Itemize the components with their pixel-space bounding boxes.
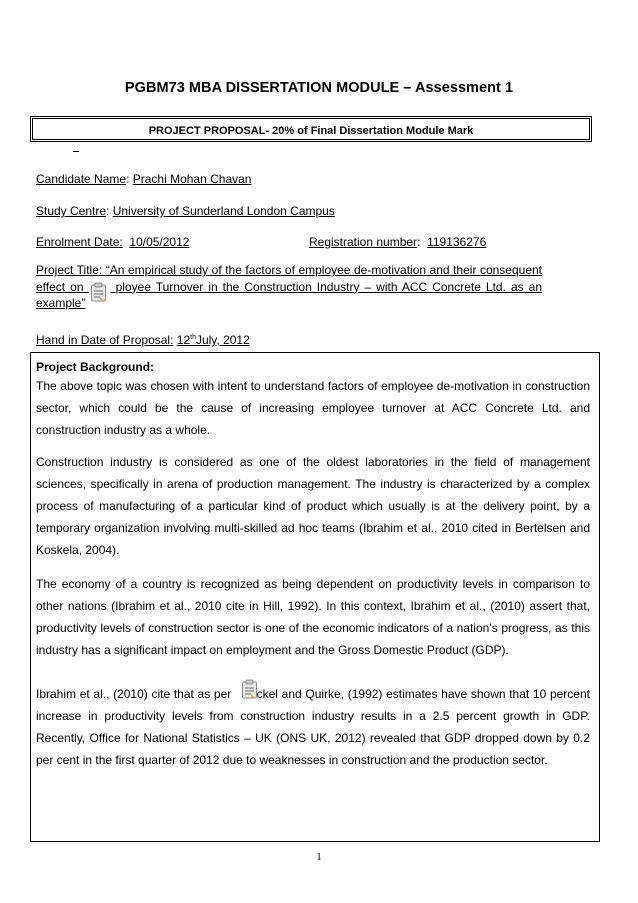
proposal-banner-text: PROJECT PROPOSAL- 20% of Final Dissertation Module Mark (148, 125, 474, 137)
hand-in-row (36, 330, 250, 348)
project-title-line-2 (36, 279, 542, 296)
project-title-label: Project Title: (36, 263, 103, 277)
study-centre-row: Study Centre: University of Sunderland London Campus (36, 204, 335, 218)
study-centre-label: Study Centre (36, 204, 107, 218)
underline-mark (73, 151, 79, 152)
project-title-line-1 (36, 262, 542, 279)
hand-in-value (177, 333, 250, 347)
registration-label: Registration number (309, 235, 418, 249)
project-background-heading: Project Background: (36, 360, 155, 374)
project-title-line-3: example” (36, 296, 86, 310)
enrolment-date-label: Enrolment Date: (36, 235, 123, 249)
page-number: 1 (316, 851, 322, 863)
hand-in-label: Hand in Date of Proposal: (36, 333, 174, 347)
comment-clipboard-icon[interactable] (90, 282, 107, 302)
background-paragraph-2: Construction industry is considered as one of the oldest laboratories in the field of management sciences, specifically in arena of production management. The industry is characterized by a complex process of manufacturing of a particular kind of product which usually is at the delivery point, by a temporary organization involving multi-skilled ad hoc teams (Ibrahim et al., 2010 cited in Bertelsen and Koskela, 2004). (36, 455, 590, 557)
candidate-name-label: Candidate Name (36, 172, 127, 186)
candidate-name-row: Candidate Name: Prachi Mohan Chavan (36, 172, 252, 186)
hand-in-day-suffix: th (190, 334, 196, 341)
document-title: PGBM73 MBA DISSERTATION MODULE – Assessment 1 (124, 80, 514, 96)
hand-in-day: 12 (176, 333, 191, 347)
comment-clipboard-icon[interactable] (241, 679, 258, 699)
hand-in-month-year: July, 2012 (195, 333, 250, 347)
project-title-text-2a: effect on (36, 279, 84, 294)
enrolment-row (36, 234, 189, 250)
background-paragraph-1: The above topic was chosen with intent to understand factors of employee de-motivation in construction sector, which could be the cause of increasing employee turnover at ACC Concrete Ltd. and construction industry as a whole. (36, 379, 590, 437)
background-paragraph-4-start: Ibrahim et al., (2010) cite that as per (36, 687, 232, 701)
background-paragraph-3: The economy of a country is recognized as being dependent on productivity levels in comparison to other nations (Ibrahim et al., 2010 cite in Hill, 1992). In this context, Ibrahim et al., (2010) assert that, productivity levels of construction sector is one of the economic indicators of a nation’s progress, as this industry has a significant impact on employment and the Gross Domestic Product (GDP). (36, 577, 590, 657)
enrolment-date-value: 10/05/2012 (129, 235, 190, 249)
project-title-block (36, 262, 542, 312)
proposal-banner (30, 116, 592, 142)
project-title-text-1: “An empirical study of the factors of employee de-motivation and their consequent (105, 263, 543, 277)
registration-value: 119136276 (427, 235, 487, 249)
project-title-text-2b: ployee Turnover in the Construction Industry – with ACC Concrete Ltd. as an (115, 279, 542, 294)
study-centre-value: University of Sunderland London Campus (112, 204, 335, 218)
background-paragraph-4 (36, 683, 590, 771)
background-paragraph-4-rest: ckel and Quirke, (1992) estimates have shown that 10 percent increase in productivity levels from construction industry results in a 2.5 percent growth in GDP. Recently, Office for National Statistics – UK (ONS UK, 2012) revealed that GDP dropped down by 0.2 per cent in the first quarter of 2012 due to weaknesses in construction and the production sector. (36, 687, 590, 767)
candidate-name-value: Prachi Mohan Chavan (132, 172, 252, 186)
registration-row: Registration number: 119136276 (309, 235, 487, 249)
